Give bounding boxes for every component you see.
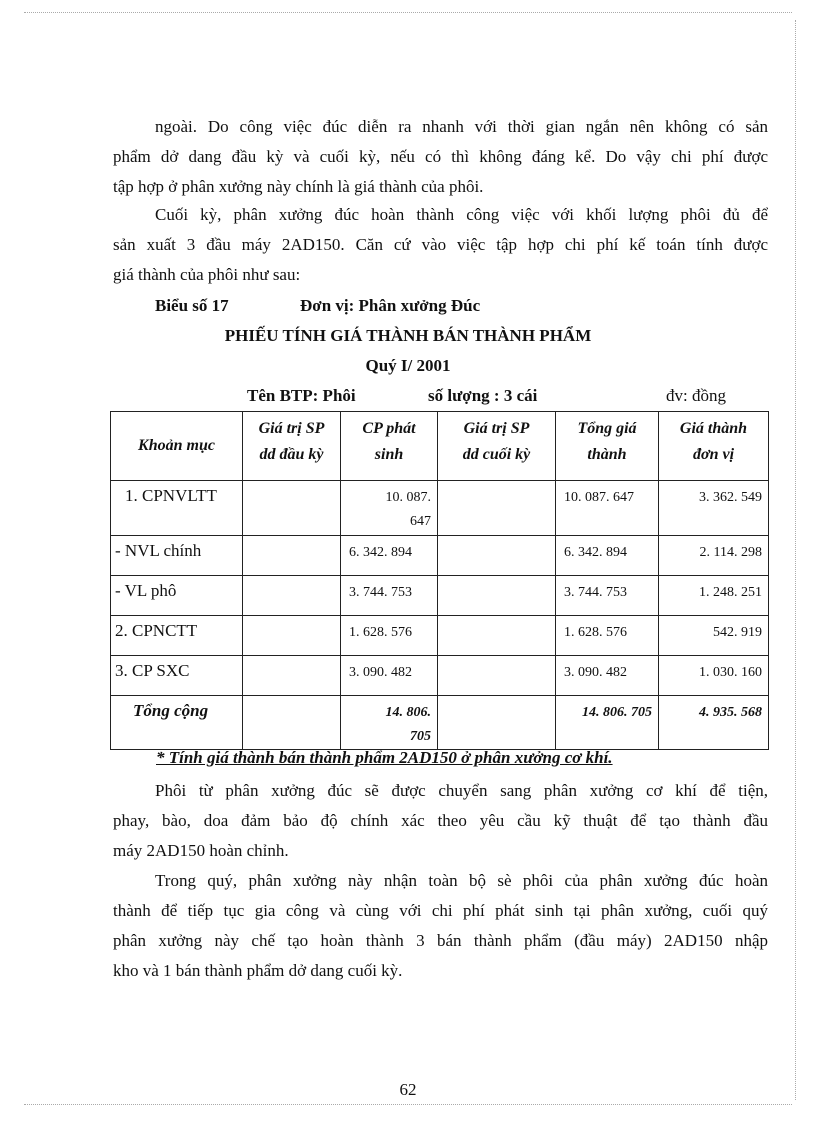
table-row — [111, 616, 769, 656]
row-item: - VL phô — [111, 576, 243, 616]
row-opening — [243, 656, 341, 696]
row-incurred: 3. 744. 753 — [341, 576, 438, 616]
row-item: 2. CPNCTT — [111, 616, 243, 656]
row-total: 1. 628. 576 — [556, 616, 659, 656]
header-opening: Giá trị SP dd đầu kỳ — [243, 412, 341, 481]
row-opening — [243, 616, 341, 656]
form-unit: Đơn vị: Phân xưởng Đúc — [300, 296, 481, 315]
header-closing: Giá trị SP dd cuối kỳ — [438, 412, 556, 481]
table-total-row — [111, 696, 769, 750]
row-closing — [438, 656, 556, 696]
row-opening — [243, 481, 341, 536]
row-unit-cost: 3. 362. 549 — [659, 481, 769, 536]
form-title: PHIẾU TÍNH GIÁ THÀNH BÁN THÀNH PHẨM — [224, 326, 592, 345]
row-total: 3. 090. 482 — [556, 656, 659, 696]
table-row — [111, 576, 769, 616]
section-subheading: * Tính giá thành bán thành phẩm 2AD150 ở phân xưởng cơ khí. — [156, 748, 613, 767]
row-item: 3. CP SXC — [111, 656, 243, 696]
text-line: Phôi từ phân xưởng đúc sẽ được chuyển sang phân xưởng cơ khí để tiện, — [155, 781, 768, 800]
row-total: 6. 342. 894 — [556, 536, 659, 576]
machining-paragraph — [113, 776, 768, 866]
row-closing — [438, 481, 556, 536]
table-header-row — [111, 412, 769, 481]
row-closing — [438, 616, 556, 656]
table-row — [111, 536, 769, 576]
text-line: kho và 1 bán thành phẩm dở dang cuối kỳ. — [113, 961, 403, 980]
row-unit-cost: 1. 248. 251 — [659, 576, 769, 616]
text-line: phẩm dở dang đầu kỳ và cuối kỳ, nếu có thì không đáng kể. Do vậy chi phí được — [113, 147, 768, 166]
text-line: máy 2AD150 hoàn chỉnh. — [113, 841, 289, 860]
cost-table — [110, 411, 769, 750]
row-incurred: 10. 087. 647 — [341, 481, 438, 536]
row-incurred: 1. 628. 576 — [341, 616, 438, 656]
header-item: Khoản mục — [111, 412, 243, 481]
row-total: 10. 087. 647 — [556, 481, 659, 536]
form-label: Biểu số 17 — [155, 296, 229, 315]
row-opening — [243, 536, 341, 576]
row-total: 3. 744. 753 — [556, 576, 659, 616]
row-closing — [438, 536, 556, 576]
text-line: Cuối kỳ, phân xưởng đúc hoàn thành công việc với khối lượng phôi đủ để — [155, 205, 768, 224]
page-border-top — [24, 12, 792, 13]
form-period: Quý I/ 2001 — [365, 356, 451, 375]
row-opening — [243, 576, 341, 616]
text-line: ngoài. Do công việc đúc diễn ra nhanh với thời gian ngắn nên không có sản — [155, 117, 768, 136]
intro-paragraph — [113, 112, 768, 202]
table-row — [111, 481, 769, 536]
cost-paragraph — [113, 200, 768, 290]
text-line: phay, bào, doa đảm bảo độ chính xác theo yêu cầu kỹ thuật để tạo thành đầu — [113, 811, 768, 830]
row-incurred: 6. 342. 894 — [341, 536, 438, 576]
product-quantity: số lượng : 3 cái — [428, 386, 538, 405]
text-line: giá thành của phôi như sau: — [113, 265, 301, 284]
row-unit-cost: 542. 919 — [659, 616, 769, 656]
header-incurred: CP phát sinh — [341, 412, 438, 481]
page-border-right — [795, 20, 796, 1100]
total-closing — [438, 696, 556, 750]
total-unit-cost: 4. 935. 568 — [659, 696, 769, 750]
row-item: 1. CPNVLTT — [111, 481, 243, 536]
row-unit-cost: 1. 030. 160 — [659, 656, 769, 696]
row-item: - NVL chính — [111, 536, 243, 576]
quarter-paragraph — [113, 866, 768, 986]
text-line: sản xuất 3 đầu máy 2AD150. Căn cứ vào việc tập hợp chi phí kế toán tính được — [113, 235, 768, 254]
product-name: Tên BTP: Phôi — [247, 386, 356, 405]
total-item: Tổng cộng — [111, 696, 243, 750]
text-line: thành để tiếp tục gia công và cùng với chi phí phát sinh tại phân xưởng, cuối quý — [113, 901, 768, 920]
row-incurred: 3. 090. 482 — [341, 656, 438, 696]
total-incurred: 14. 806. 705 — [341, 696, 438, 750]
header-unit-cost: Giá thành đơn vị — [659, 412, 769, 481]
row-unit-cost: 2. 114. 298 — [659, 536, 769, 576]
currency-unit: đv: đồng — [666, 386, 726, 405]
page-border-bottom — [24, 1104, 792, 1105]
text-line: tập hợp ở phân xưởng này chính là giá thành của phôi. — [113, 177, 484, 196]
header-total: Tổng giá thành — [556, 412, 659, 481]
text-line: Trong quý, phân xưởng này nhận toàn bộ sè phôi của phân xưởng đúc hoàn — [155, 871, 768, 890]
total-opening — [243, 696, 341, 750]
text-line: phân xưởng này chế tạo hoàn thành 3 bán thành phẩm (đầu máy) 2AD150 nhập — [113, 931, 768, 950]
total-total: 14. 806. 705 — [556, 696, 659, 750]
page-number: 62 — [399, 1080, 417, 1099]
row-closing — [438, 576, 556, 616]
table-row — [111, 656, 769, 696]
